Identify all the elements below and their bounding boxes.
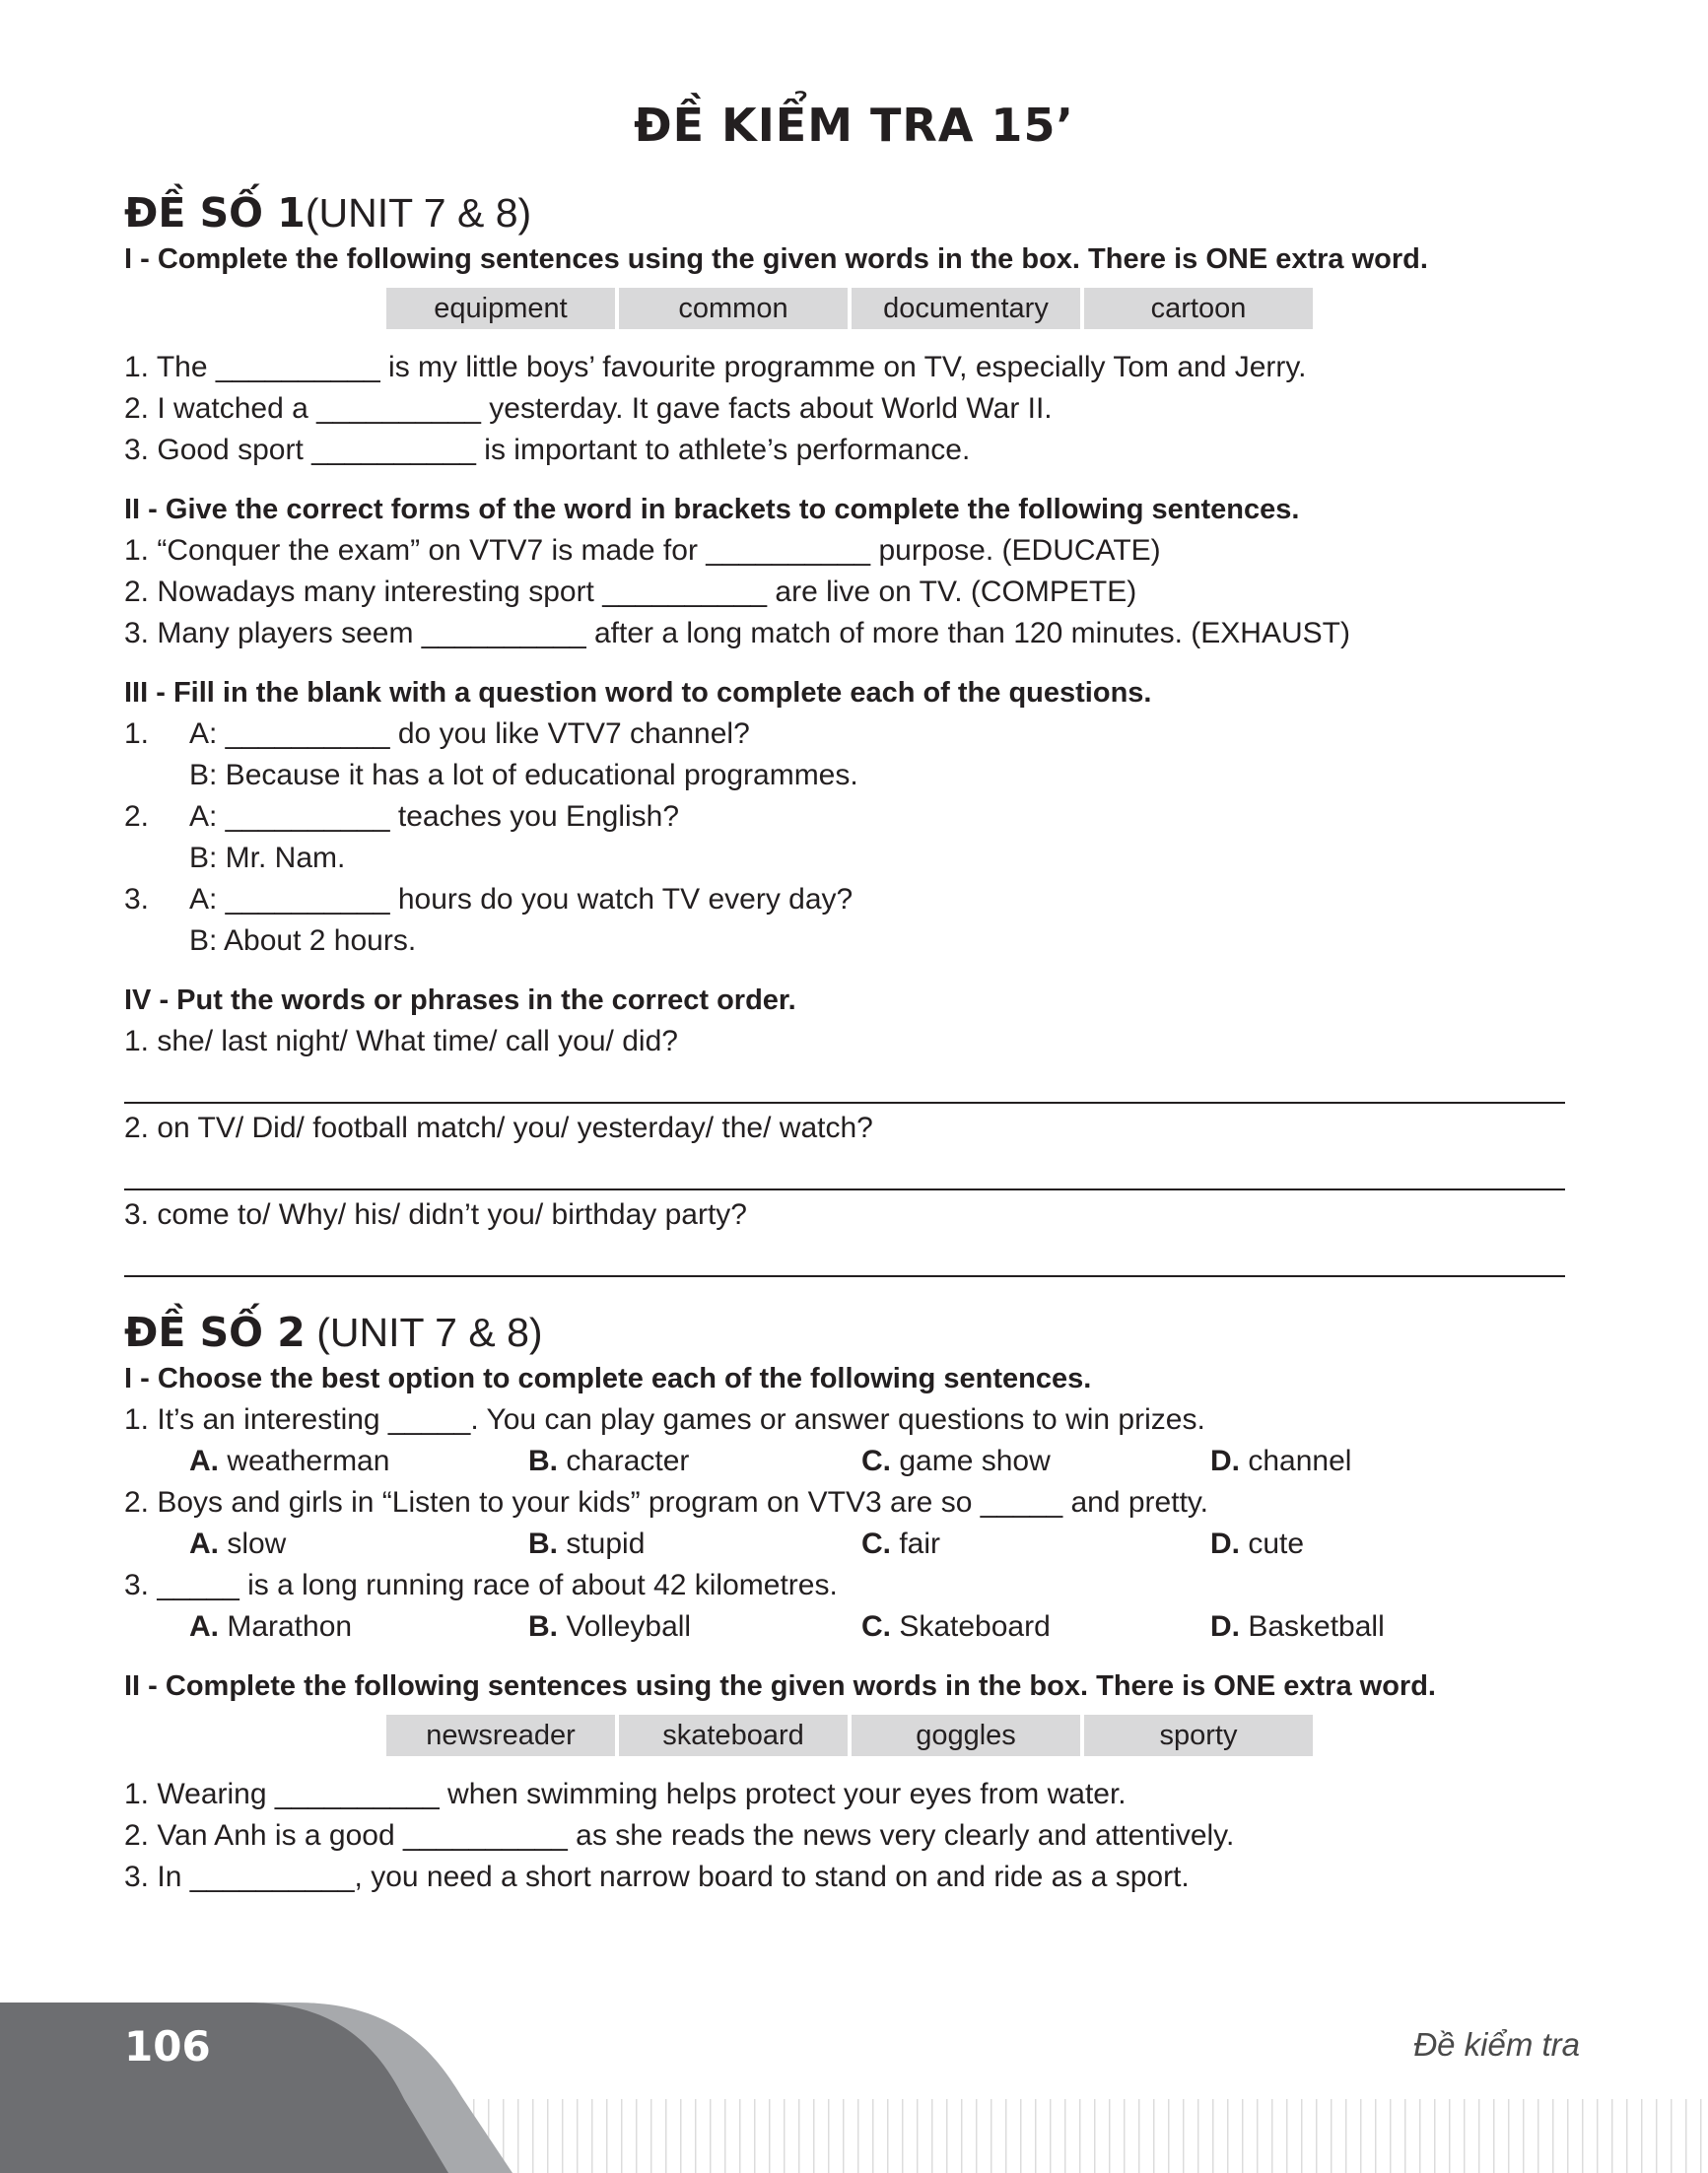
- test2-heading-units: (UNIT 7 & 8): [305, 1310, 543, 1355]
- footer-section-label: Đề kiểm tra: [1413, 2026, 1580, 2063]
- question-line: 2. I watched a __________ yesterday. It gave facts about World War II.: [124, 392, 1053, 425]
- question-line: 3. _____ is a long running race of about 42 kilometres.: [124, 1569, 838, 1601]
- word-box-item: documentary: [852, 288, 1080, 329]
- question-line: 2. Van Anh is a good __________ as she reads the news very clearly and attentively.: [124, 1819, 1235, 1852]
- answer-line: [124, 1062, 1565, 1104]
- option-b: B. stupid: [528, 1528, 646, 1560]
- question-line: 3. Many players seem __________ after a long match of more than 120 minutes. (EXHAUST): [124, 617, 1350, 649]
- footer-decoration: [0, 1991, 1708, 2173]
- answer-line: [124, 1149, 1565, 1190]
- test1-part2-instruction: II - Give the correct forms of the word in brackets to complete the following sentences.: [124, 494, 1300, 525]
- question-line: 1. “Conquer the exam” on VTV7 is made for __________ purpose. (EDUCATE): [124, 534, 1161, 567]
- word-box-item: common: [619, 288, 848, 329]
- option-d: D. Basketball: [1210, 1610, 1385, 1643]
- option-a: A. slow: [189, 1528, 287, 1560]
- question-line: 3. In __________, you need a short narrow board to stand on and ride as a sport.: [124, 1861, 1190, 1893]
- option-a: A. weatherman: [189, 1445, 390, 1477]
- test1-heading-units: (UNIT 7 & 8): [305, 190, 532, 236]
- option-c: C. fair: [861, 1528, 941, 1560]
- word-box-item: equipment: [386, 288, 615, 329]
- test2-heading-title: ĐỀ SỐ 2: [124, 1309, 306, 1356]
- word-box-item: goggles: [852, 1715, 1080, 1756]
- dialogue-line-b: B: About 2 hours.: [189, 924, 417, 957]
- page-number: 106: [124, 2022, 211, 2071]
- answer-options: [124, 1524, 1565, 1565]
- option-d: D. channel: [1210, 1445, 1352, 1477]
- option-c: C. Skateboard: [861, 1610, 1051, 1643]
- word-box-item: sporty: [1084, 1715, 1313, 1756]
- answer-options: [124, 1606, 1565, 1648]
- question-number: 2.: [124, 800, 150, 833]
- option-b: B. Volleyball: [528, 1610, 692, 1643]
- test1-heading: [124, 187, 1565, 238]
- test1-heading-title: ĐỀ SỐ 1: [124, 189, 306, 237]
- question-line: 3. come to/ Why/ his/ didn’t you/ birthday party?: [124, 1198, 747, 1231]
- question-line: 3. Good sport __________ is important to athlete’s performance.: [124, 434, 971, 466]
- question-line: 2. Nowadays many interesting sport __________ are live on TV. (COMPETE): [124, 576, 1137, 608]
- test2-part1-instruction: I - Choose the best option to complete each of the following sentences.: [124, 1363, 1092, 1394]
- answer-line: [124, 1236, 1565, 1277]
- test1-word-box: [386, 288, 1565, 329]
- answer-options: [124, 1441, 1565, 1482]
- dialogue-line-b: B: Mr. Nam.: [189, 842, 346, 874]
- dialogue-line-a: A: __________ teaches you English?: [189, 800, 680, 833]
- word-box-item: skateboard: [619, 1715, 848, 1756]
- option-b: B. character: [528, 1445, 690, 1477]
- question-line: 2. Boys and girls in “Listen to your kids” program on VTV3 are so _____ and pretty.: [124, 1486, 1209, 1519]
- page-content: [124, 187, 1565, 1898]
- dialogue-line-a: A: __________ hours do you watch TV every day?: [189, 883, 854, 916]
- page-title: ĐỀ KIỂM TRA 15’: [634, 99, 1074, 152]
- question-line: 1. It’s an interesting _____. You can play games or answer questions to win prizes.: [124, 1403, 1205, 1436]
- test1-part3-instruction: III - Fill in the blank with a question word to complete each of the questions.: [124, 677, 1152, 709]
- test2-part2-instruction: II - Complete the following sentences using the given words in the box. There is ONE extra word.: [124, 1670, 1436, 1702]
- word-box-item: cartoon: [1084, 288, 1313, 329]
- word-box-item: newsreader: [386, 1715, 615, 1756]
- question-number: 3.: [124, 883, 150, 916]
- test2-heading: [124, 1307, 1565, 1358]
- test1-part4-instruction: IV - Put the words or phrases in the correct order.: [124, 985, 796, 1016]
- dialogue-question: [124, 796, 1565, 838]
- question-line: 1. she/ last night/ What time/ call you/ did?: [124, 1025, 678, 1057]
- dialogue-question: [124, 879, 1565, 920]
- dialogue-line-a: A: __________ do you like VTV7 channel?: [189, 717, 750, 750]
- question-line: 1. The __________ is my little boys’ favourite programme on TV, especially Tom and Jerry.: [124, 351, 1307, 383]
- question-line: 2. on TV/ Did/ football match/ you/ yesterday/ the/ watch?: [124, 1112, 873, 1144]
- question-number: 1.: [124, 717, 150, 750]
- dialogue-question: [124, 713, 1565, 755]
- test1-part1-instruction: I - Complete the following sentences using the given words in the box. There is ONE extra word.: [124, 243, 1428, 275]
- option-d: D. cute: [1210, 1528, 1305, 1560]
- option-a: A. Marathon: [189, 1610, 353, 1643]
- question-line: 1. Wearing __________ when swimming helps protect your eyes from water.: [124, 1778, 1127, 1810]
- dialogue-line-b: B: Because it has a lot of educational programmes.: [189, 759, 858, 791]
- test2-word-box: [386, 1715, 1565, 1756]
- option-c: C. game show: [861, 1445, 1051, 1477]
